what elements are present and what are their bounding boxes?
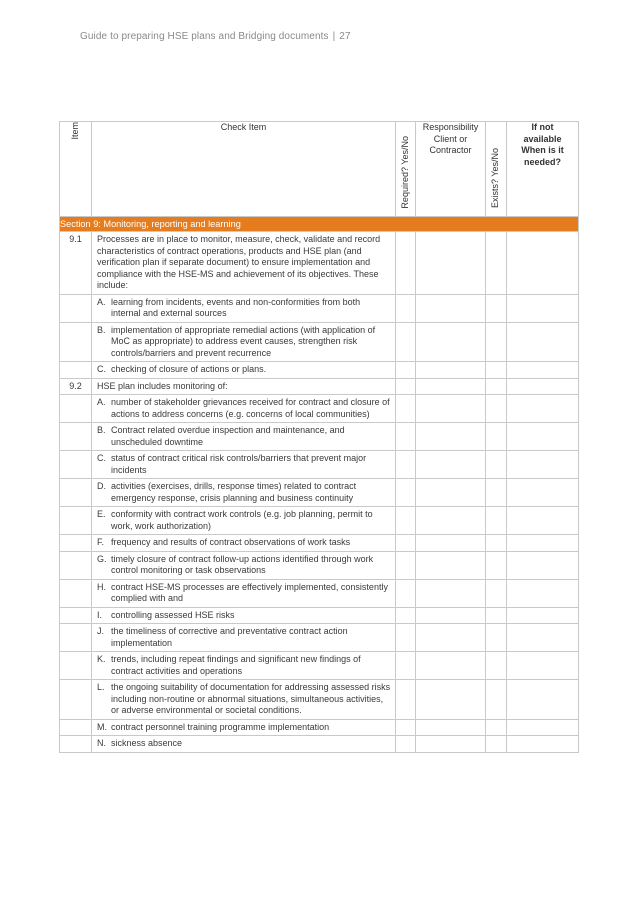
table-row [60, 624, 579, 652]
table-row [60, 362, 579, 379]
exists-cell[interactable] [486, 607, 507, 624]
when-needed-cell[interactable] [507, 652, 579, 680]
sub-item-letter: E. [97, 509, 106, 519]
item-number [60, 362, 92, 379]
exists-cell[interactable] [486, 736, 507, 753]
sub-item-text: implementation of appropriate remedial actions (with application of MoC as appropriate) to address event causes, strengthen risk controls/barriers and prevent recurrence [111, 324, 376, 358]
check-item-text [92, 294, 396, 322]
check-item-text [92, 607, 396, 624]
table-row [60, 652, 579, 680]
sub-item-letter: C. [97, 453, 106, 463]
required-cell[interactable] [396, 423, 416, 451]
table-row [60, 535, 579, 552]
sub-item-letter: D. [97, 481, 106, 491]
sub-item-text: conformity with contract work controls (e.g. job planning, permit to work, work authorization) [111, 509, 373, 531]
when-needed-cell[interactable] [507, 378, 579, 395]
sub-item-letter: B. [97, 324, 106, 335]
exists-cell[interactable] [486, 479, 507, 507]
exists-cell[interactable] [486, 294, 507, 322]
required-cell[interactable] [396, 652, 416, 680]
check-item-text [92, 507, 396, 535]
when-needed-cell[interactable] [507, 535, 579, 552]
when-needed-cell[interactable] [507, 232, 579, 295]
sub-item-text: Contract related overdue inspection and maintenance, and unscheduled downtime [111, 425, 345, 447]
required-cell[interactable] [396, 551, 416, 579]
sub-item-letter: H. [97, 581, 106, 592]
exists-cell[interactable] [486, 322, 507, 362]
check-item-text [92, 624, 396, 652]
sub-item-text: number of stakeholder grievances received for contract and closure of actions to address concerns (e.g. concerns of local communities) [111, 397, 390, 419]
responsibility-cell[interactable] [416, 736, 486, 753]
responsibility-cell[interactable] [416, 607, 486, 624]
required-cell[interactable] [396, 736, 416, 753]
exists-cell[interactable] [486, 378, 507, 395]
column-header-check-item: Check Item [92, 122, 396, 217]
when-needed-cell[interactable] [507, 294, 579, 322]
sub-item-text: status of contract critical risk controls/barriers that prevent major incidents [111, 453, 367, 475]
check-item-text [92, 362, 396, 379]
when-needed-cell[interactable] [507, 719, 579, 736]
item-number [60, 322, 92, 362]
item-number [60, 652, 92, 680]
required-cell[interactable] [396, 378, 416, 395]
sub-item-letter: B. [97, 425, 106, 435]
exists-cell[interactable] [486, 362, 507, 379]
required-cell[interactable] [396, 362, 416, 379]
table-row [60, 322, 579, 362]
page-number: 27 [339, 31, 351, 42]
exists-cell[interactable] [486, 395, 507, 423]
check-item-text [92, 479, 396, 507]
responsibility-cell[interactable] [416, 719, 486, 736]
required-cell[interactable] [396, 451, 416, 479]
when-needed-cell[interactable] [507, 423, 579, 451]
responsibility-cell[interactable] [416, 378, 486, 395]
when-needed-cell[interactable] [507, 507, 579, 535]
table-row [60, 579, 579, 607]
sub-item-text: sickness absence [111, 738, 183, 748]
when-needed-cell[interactable] [507, 736, 579, 753]
required-cell[interactable] [396, 607, 416, 624]
item-number [60, 535, 92, 552]
sub-item-letter: M. [97, 721, 107, 732]
item-number [60, 736, 92, 753]
responsibility-cell[interactable] [416, 551, 486, 579]
section-title: Section 9: Monitoring, reporting and learning [60, 217, 579, 232]
when-needed-cell[interactable] [507, 451, 579, 479]
responsibility-cell[interactable] [416, 395, 486, 423]
item-number [60, 680, 92, 720]
exists-cell[interactable] [486, 579, 507, 607]
sub-item-text: controlling assessed HSE risks [111, 609, 235, 620]
check-item-text [92, 232, 396, 295]
required-cell[interactable] [396, 232, 416, 295]
check-item-text [92, 535, 396, 552]
sub-item-letter: I. [97, 609, 103, 620]
item-number [60, 294, 92, 322]
section-row [60, 217, 579, 232]
table-row [60, 395, 579, 423]
table-row [60, 378, 579, 395]
check-item-text [92, 579, 396, 607]
responsibility-cell[interactable] [416, 423, 486, 451]
check-item-text [92, 451, 396, 479]
when-needed-cell[interactable] [507, 579, 579, 607]
column-header-if-not-available: If not available When is it needed? [507, 122, 579, 217]
exists-cell[interactable] [486, 624, 507, 652]
responsibility-cell[interactable] [416, 322, 486, 362]
sub-item-letter: F. [97, 537, 105, 547]
required-cell[interactable] [396, 395, 416, 423]
responsibility-cell[interactable] [416, 479, 486, 507]
required-cell[interactable] [396, 680, 416, 720]
required-cell[interactable] [396, 579, 416, 607]
table-header-row [60, 122, 579, 217]
table-row [60, 232, 579, 295]
responsibility-cell[interactable] [416, 680, 486, 720]
when-needed-cell[interactable] [507, 395, 579, 423]
sub-item-text: contract personnel training programme implementation [111, 721, 330, 732]
required-cell[interactable] [396, 322, 416, 362]
item-number [60, 423, 92, 451]
required-cell[interactable] [396, 507, 416, 535]
sub-item-letter: C. [97, 364, 106, 374]
sub-item-text: timely closure of contract follow-up actions identified through work control monitoring or task observations [111, 553, 374, 575]
document-title: Guide to preparing HSE plans and Bridging documents [80, 31, 329, 42]
responsibility-cell[interactable] [416, 652, 486, 680]
check-item-text [92, 652, 396, 680]
sub-item-letter: L. [97, 682, 105, 692]
sub-item-text: the timeliness of corrective and preventative contract action implementation [111, 626, 348, 648]
item-number [60, 507, 92, 535]
check-item-text [92, 322, 396, 362]
column-header-responsibility: Responsibility Client or Contractor [416, 122, 486, 217]
responsibility-cell[interactable] [416, 451, 486, 479]
responsibility-cell[interactable] [416, 535, 486, 552]
when-needed-cell[interactable] [507, 322, 579, 362]
sub-item-letter: K. [97, 654, 106, 664]
table-row [60, 736, 579, 753]
table-row [60, 479, 579, 507]
exists-cell[interactable] [486, 232, 507, 295]
responsibility-cell[interactable] [416, 232, 486, 295]
exists-cell[interactable] [486, 719, 507, 736]
sub-item-text: trends, including repeat findings and significant new findings of contract activities and operations [111, 654, 361, 676]
item-number [60, 607, 92, 624]
check-item-text [92, 719, 396, 736]
table-row [60, 451, 579, 479]
item-number [60, 451, 92, 479]
item-number [60, 479, 92, 507]
sub-item-text: learning from incidents, events and non-conformities from both internal and external sources [111, 296, 361, 318]
sub-item-letter: G. [97, 553, 107, 564]
sub-item-text: checking of closure of actions or plans. [111, 364, 267, 374]
sub-item-text: frequency and results of contract observations of work tasks [111, 537, 351, 547]
exists-cell[interactable] [486, 680, 507, 720]
check-item-text [92, 378, 396, 395]
sub-item-letter: A. [97, 397, 106, 407]
sub-item-text: activities (exercises, drills, response times) related to contract emergency response, crisis planning and business continuity [111, 481, 357, 503]
sub-item-text: contract HSE-MS processes are effectively implemented, consistently complied with and [111, 581, 388, 603]
table-row [60, 423, 579, 451]
when-needed-cell[interactable] [507, 362, 579, 379]
column-header-exists: Exists? Yes/No [486, 122, 507, 217]
table-row [60, 551, 579, 579]
exists-cell[interactable] [486, 535, 507, 552]
item-number [60, 395, 92, 423]
sub-item-text: the ongoing suitability of documentation for addressing assessed risks including non-routine or abnormal situations, simultaneous activities, or adverse environmental or societal conditions. [111, 682, 391, 715]
table-row [60, 680, 579, 720]
table-row [60, 607, 579, 624]
exists-cell[interactable] [486, 423, 507, 451]
sub-item-letter: A. [97, 296, 106, 307]
when-needed-cell[interactable] [507, 479, 579, 507]
item-text: HSE plan includes monitoring of: [97, 380, 228, 391]
item-number [60, 551, 92, 579]
header-separator: | [332, 31, 336, 42]
when-needed-cell[interactable] [507, 680, 579, 720]
item-number [60, 719, 92, 736]
responsibility-cell[interactable] [416, 294, 486, 322]
item-text: Processes are in place to monitor, measure, check, validate and record characteristics of contract operations, products and HSE plan (and verification plan if separate document) to ensure implementation and compliance with the HSE-MS and achievement of its objectives. These include: [97, 234, 381, 290]
exists-cell[interactable] [486, 652, 507, 680]
item-number [60, 579, 92, 607]
exists-cell[interactable] [486, 451, 507, 479]
check-item-text [92, 736, 396, 753]
checklist-table [59, 121, 579, 753]
check-item-text [92, 423, 396, 451]
check-item-text [92, 395, 396, 423]
required-cell[interactable] [396, 535, 416, 552]
column-header-item: Item [60, 122, 92, 217]
responsibility-cell[interactable] [416, 579, 486, 607]
required-cell[interactable] [396, 719, 416, 736]
column-header-required: Required? Yes/No [396, 122, 416, 217]
exists-cell[interactable] [486, 551, 507, 579]
when-needed-cell[interactable] [507, 607, 579, 624]
item-number [60, 624, 92, 652]
required-cell[interactable] [396, 294, 416, 322]
when-needed-cell[interactable] [507, 624, 579, 652]
sub-item-letter: J. [97, 626, 105, 636]
table-row [60, 507, 579, 535]
sub-item-letter: N. [97, 738, 106, 748]
running-header [80, 31, 351, 42]
check-item-text [92, 551, 396, 579]
responsibility-cell[interactable] [416, 507, 486, 535]
required-cell[interactable] [396, 479, 416, 507]
table-row [60, 719, 579, 736]
required-cell[interactable] [396, 624, 416, 652]
when-needed-cell[interactable] [507, 551, 579, 579]
table-row [60, 294, 579, 322]
exists-cell[interactable] [486, 507, 507, 535]
item-number: 9.2 [60, 378, 92, 395]
responsibility-cell[interactable] [416, 624, 486, 652]
check-item-text [92, 680, 396, 720]
responsibility-cell[interactable] [416, 362, 486, 379]
item-number: 9.1 [60, 232, 92, 295]
